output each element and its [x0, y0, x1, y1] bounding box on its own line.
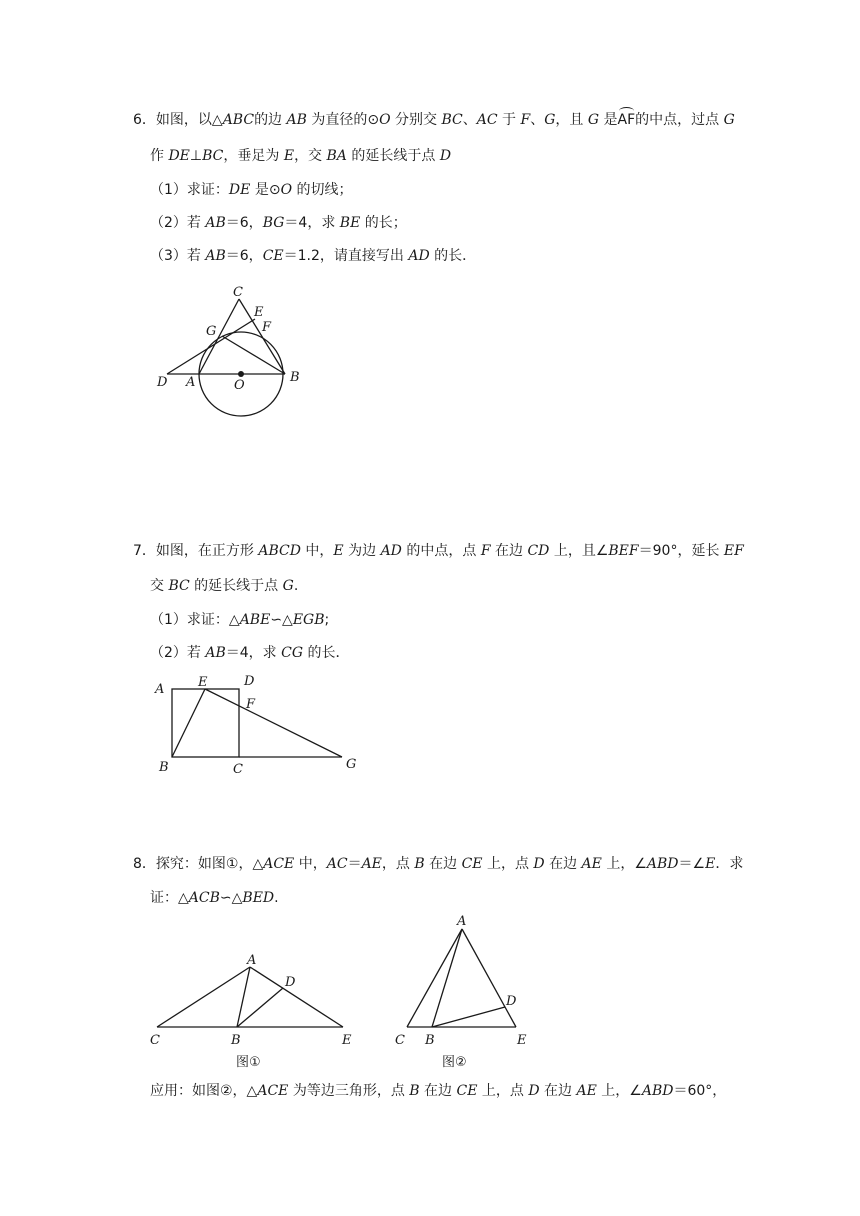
- label-c: C: [233, 285, 243, 300]
- label-b: B: [231, 1033, 241, 1048]
- figure-1-caption: 图①: [236, 1055, 261, 1070]
- q6-part-1: （1）求证：DE 是⊙O 的切线；: [150, 182, 353, 198]
- segment-ca: [407, 929, 462, 1027]
- q6-line-2: 作 DE⊥BC，垂足为 E，交 BA 的延长线于点 D: [150, 148, 452, 164]
- label-d: D: [244, 674, 255, 689]
- label-a: A: [155, 682, 165, 697]
- segment-ae: [462, 929, 516, 1027]
- q6-part-2: （2）若 AB＝6，BG＝4，求 BE 的长；: [150, 215, 407, 231]
- label-c: C: [233, 762, 243, 777]
- q7-part-2: （2）若 AB＝4，求 CG 的长．: [150, 645, 350, 661]
- label-g: G: [346, 757, 357, 772]
- label-e: E: [254, 305, 264, 320]
- label-d: D: [285, 975, 296, 990]
- arc-af: AF: [617, 112, 636, 128]
- q6-part-3: （3）若 AB＝6，CE＝1.2，请直接写出 AD 的长．: [150, 248, 477, 264]
- q7-part-1: （1）求证：△ABE∽△EGB;: [150, 612, 330, 628]
- q6-line-1: 6．如图，以△ABC的边 AB 为直径的⊙O 分别交 BC、AC 于 F、G，且 G 是AF的中点，过点 G: [133, 112, 735, 128]
- label-b: B: [425, 1033, 435, 1048]
- label-g: G: [206, 324, 217, 339]
- label-d: D: [506, 994, 517, 1009]
- label-a: A: [186, 375, 196, 390]
- q7-line-2: 交 BC 的延长线于点 G.: [150, 578, 299, 594]
- label-d: D: [157, 375, 168, 390]
- label-c: C: [150, 1033, 160, 1048]
- label-b: B: [159, 760, 169, 775]
- q8-application-line: 应用：如图②，△ACE 为等边三角形，点 B 在边 CE 上，点 D 在边 AE 上，∠ABD＝60°，: [150, 1083, 727, 1099]
- label-e: E: [342, 1033, 352, 1048]
- q8-line-2: 证：△ACB∽△BED.: [150, 890, 279, 906]
- segment-bd: [432, 1007, 505, 1027]
- segment-ab: [432, 929, 462, 1027]
- q7-line-1: 7．如图，在正方形 ABCD 中，E 为边 AD 的中点，点 F 在边 CD 上，且∠BEF＝90°，延长 EF: [133, 543, 744, 559]
- label-b: B: [290, 370, 300, 385]
- label-c: C: [395, 1033, 405, 1048]
- label-a: A: [247, 953, 257, 968]
- figure-2-caption: 图②: [442, 1055, 467, 1070]
- label-o: O: [234, 378, 245, 393]
- label-e: E: [198, 675, 208, 690]
- q8-line-1: 8．探究：如图①，△ACE 中，AC＝AE，点 B 在边 CE 上，点 D 在边 AE 上，∠ABD＝∠E．求: [133, 856, 744, 872]
- label-a: A: [457, 914, 467, 929]
- label-f: F: [246, 697, 256, 712]
- label-e: E: [517, 1033, 527, 1048]
- label-f: F: [262, 320, 272, 335]
